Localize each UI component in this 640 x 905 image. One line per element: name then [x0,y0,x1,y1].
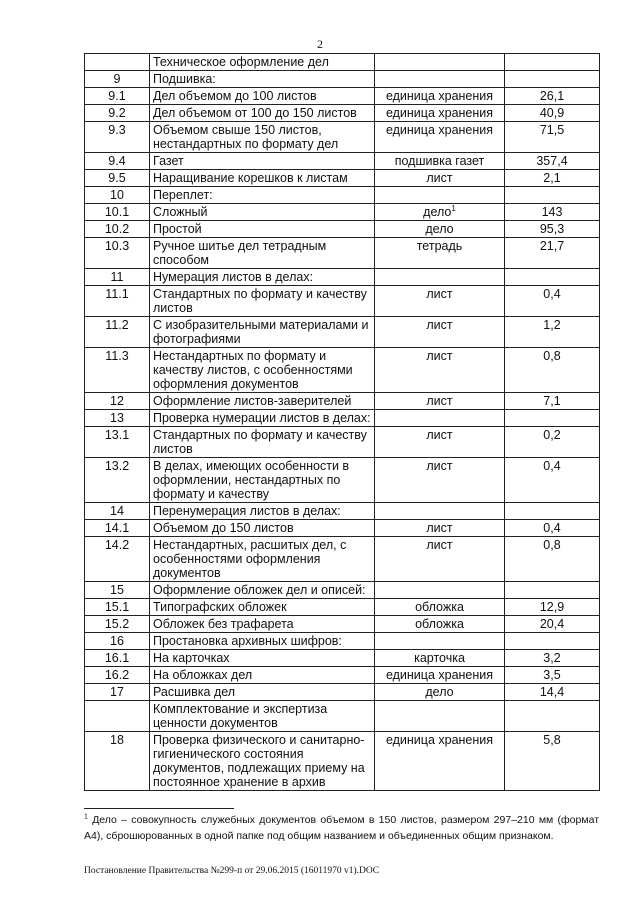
row-unit-cell [375,667,505,684]
row-value-cell-text: 0,8 [543,349,561,363]
row-name-cell [150,54,375,71]
row-value-cell [505,187,600,204]
row-value-cell [505,667,600,684]
row-value-cell [505,503,600,520]
table-row [85,582,600,599]
row-value-cell-text: 0,4 [543,521,561,535]
table-row [85,458,600,503]
table-row [85,122,600,153]
row-number-cell [85,317,150,348]
row-name-cell-text: С изобразительными материалами и фотографиями [153,318,369,346]
table-row [85,633,600,650]
row-unit-cell [375,582,505,599]
row-unit-cell [375,238,505,269]
row-name-cell [150,238,375,269]
row-name-cell-text: Оформление обложек дел и описей: [153,583,366,597]
row-value-cell [505,684,600,701]
row-number-cell [85,204,150,221]
row-number-cell-text: 10.3 [104,239,130,253]
row-name-cell-text: Переплет: [153,188,213,202]
row-number-cell-text: 9.4 [108,154,126,168]
row-number-cell-text: 10.2 [104,222,130,236]
row-unit-cell-text: обложка [415,617,464,631]
row-name-cell [150,667,375,684]
row-name-cell [150,458,375,503]
row-number-cell-text: 13 [110,411,124,425]
row-unit-cell-text: лист [426,538,453,552]
row-name-cell-text: Стандартных по формату и качеству листов [153,428,367,456]
row-number-cell [85,348,150,393]
row-number-cell [85,221,150,238]
row-number-cell [85,153,150,170]
row-name-cell-text: Перенумерация листов в делах: [153,504,341,518]
row-name-cell [150,187,375,204]
table-row [85,503,600,520]
footnote-reference: 1 [451,203,456,213]
row-name-cell [150,393,375,410]
row-name-cell [150,732,375,791]
row-name-cell [150,317,375,348]
row-unit-cell-text: карточка [414,651,465,665]
row-value-cell [505,269,600,286]
table-row [85,348,600,393]
row-unit-cell [375,684,505,701]
row-value-cell [505,54,600,71]
table-row [85,54,600,71]
row-value-cell [505,633,600,650]
row-number-cell-text: 10.1 [104,205,130,219]
row-unit-cell-text: единица хранения [385,668,494,682]
row-name-cell [150,503,375,520]
row-number-cell-text: 14 [110,504,124,518]
row-name-cell-text: Простановка архивных шифров: [153,634,342,648]
row-value-cell [505,71,600,88]
row-name-cell-text: Сложный [153,205,208,219]
row-value-cell-text: 0,4 [543,459,561,473]
row-name-cell-text: На карточках [153,651,230,665]
row-name-cell-text: Проверка физического и санитарно-гигиенического состояния документов, подлежащих приему на постоянное хранение в архив [153,733,365,789]
table-row [85,286,600,317]
row-unit-cell-text: лист [426,349,453,363]
row-unit-cell-text: тетрадь [416,239,463,253]
row-value-cell-text: 5,8 [543,733,561,747]
row-name-cell-text: Нумерация листов в делах: [153,270,314,284]
row-value-cell [505,701,600,732]
row-number-cell-text: 14.2 [104,538,130,552]
row-name-cell-text: Объемом до 150 листов [153,521,294,535]
row-unit-cell [375,54,505,71]
row-unit-cell [375,187,505,204]
row-value-cell [505,105,600,122]
table-row [85,701,600,732]
row-value-cell-text: 357,4 [536,154,568,168]
row-unit-cell [375,458,505,503]
row-name-cell-text: Газет [153,154,184,168]
row-number-cell-text: 9.3 [108,123,126,137]
table-row [85,427,600,458]
row-value-cell-text: 71,5 [539,123,565,137]
row-name-cell-text: Расшивка дел [153,685,236,699]
row-unit-cell-text: лист [426,521,453,535]
row-name-cell [150,286,375,317]
row-value-cell-text: 26,1 [539,89,565,103]
row-value-cell-text: 3,5 [543,668,561,682]
row-unit-cell-text: лист [426,428,453,442]
row-name-cell [150,105,375,122]
row-number-cell [85,71,150,88]
row-number-cell-text: 9.1 [108,89,126,103]
row-value-cell-text: 143 [541,205,563,219]
table-row [85,105,600,122]
row-number-cell-text: 11 [110,270,124,284]
row-unit-cell [375,393,505,410]
row-unit-cell-text: обложка [415,600,464,614]
row-name-cell [150,537,375,582]
row-unit-cell-text: дело [423,205,452,219]
row-name-cell-text: На обложках дел [153,668,253,682]
row-number-cell-text: 13.2 [104,459,130,473]
row-number-cell [85,286,150,317]
row-number-cell [85,650,150,667]
row-unit-cell-text: лист [426,287,453,301]
row-name-cell [150,650,375,667]
row-number-cell [85,732,150,791]
footnote-text: Дело – совокупность служебных документов объемом в 150 листов, размером 297–210 мм (формат А4), сброшюрованных в одной папке под общим названием и объединенных общим признаком. [84,814,599,842]
row-value-cell-text: 1,2 [543,318,561,332]
row-value-cell [505,153,600,170]
page-number: 2 [317,37,323,51]
row-number-cell [85,54,150,71]
row-unit-cell [375,537,505,582]
table-row [85,317,600,348]
row-value-cell [505,458,600,503]
row-value-cell [505,88,600,105]
row-value-cell-text: 95,3 [539,222,565,236]
row-name-cell-text: Проверка нумерации листов в делах: [153,411,371,425]
row-name-cell [150,71,375,88]
row-unit-cell [375,122,505,153]
row-name-cell-text: Типографских обложек [153,600,287,614]
row-name-cell [150,684,375,701]
row-name-cell-text: Дел объемом до 100 листов [153,89,317,103]
row-number-cell-text: 16.2 [104,668,130,682]
row-unit-cell [375,427,505,458]
row-unit-cell [375,633,505,650]
row-unit-cell [375,616,505,633]
row-value-cell-text: 20,4 [539,617,565,631]
table-row [85,667,600,684]
row-number-cell-text: 13.1 [104,428,130,442]
table-row [85,204,600,221]
row-unit-cell-text: дело [425,222,454,236]
row-name-cell-text: Объемом свыше 150 листов, нестандартных по формату дел [153,123,339,151]
row-value-cell [505,170,600,187]
row-value-cell-text: 2,1 [543,171,561,185]
table-row [85,684,600,701]
row-value-cell-text: 0,2 [543,428,561,442]
tariff-table [84,53,600,791]
row-number-cell [85,633,150,650]
row-value-cell-text: 0,4 [543,287,561,301]
row-name-cell [150,633,375,650]
row-number-cell [85,122,150,153]
row-value-cell [505,393,600,410]
row-number-cell [85,616,150,633]
row-unit-cell [375,348,505,393]
row-number-cell [85,170,150,187]
row-value-cell-text: 7,1 [543,394,561,408]
row-unit-cell [375,269,505,286]
row-unit-cell [375,503,505,520]
row-value-cell [505,427,600,458]
row-unit-cell-text: лист [426,171,453,185]
row-name-cell [150,269,375,286]
row-number-cell-text: 11.1 [105,287,129,301]
row-unit-cell-text: лист [426,394,453,408]
row-name-cell [150,520,375,537]
row-name-cell-text: Подшивка: [153,72,216,86]
row-value-cell [505,238,600,269]
row-number-cell [85,684,150,701]
table-row [85,650,600,667]
row-name-cell [150,427,375,458]
row-unit-cell [375,599,505,616]
row-number-cell [85,410,150,427]
row-name-cell [150,122,375,153]
row-number-cell [85,393,150,410]
row-number-cell [85,269,150,286]
row-value-cell-text: 3,2 [543,651,561,665]
row-value-cell [505,599,600,616]
row-name-cell-text: Обложек без трафарета [153,617,294,631]
table-row [85,187,600,204]
row-unit-cell [375,650,505,667]
row-unit-cell-text: дело [425,685,454,699]
row-value-cell [505,286,600,317]
row-name-cell [150,204,375,221]
row-unit-cell [375,221,505,238]
row-name-cell [150,701,375,732]
table-row [85,71,600,88]
row-number-cell-text: 15.2 [104,617,130,631]
row-unit-cell [375,410,505,427]
row-name-cell-text: Комплектование и экспертиза ценности документов [153,702,328,730]
row-number-cell [85,667,150,684]
row-name-cell-text: В делах, имеющих особенности в оформлении, нестандартных по формату и качеству [153,459,350,501]
row-unit-cell [375,71,505,88]
table-row [85,393,600,410]
table-row [85,616,600,633]
row-value-cell [505,348,600,393]
row-name-cell [150,582,375,599]
table-row [85,732,600,791]
row-value-cell [505,616,600,633]
row-value-cell [505,537,600,582]
row-number-cell [85,88,150,105]
footnote-marker: 1 [84,813,88,821]
row-name-cell [150,170,375,187]
row-value-cell [505,410,600,427]
row-unit-cell-text: лист [426,459,453,473]
row-name-cell [150,88,375,105]
document-footer: Постановление Правительства №299-п от 29.06.2015 (16011970 v1).DOC [84,866,380,876]
row-value-cell-text: 14,4 [539,685,565,699]
row-name-cell-text: Оформление листов-заверителей [153,394,352,408]
row-value-cell [505,520,600,537]
row-name-cell-text: Техническое оформление дел [153,55,329,69]
row-number-cell-text: 14.1 [104,521,130,535]
table-row [85,238,600,269]
row-name-cell-text: Дел объемом от 100 до 150 листов [153,106,357,120]
table-row [85,88,600,105]
row-name-cell-text: Наращивание корешков к листам [153,171,348,185]
row-value-cell [505,221,600,238]
row-number-cell-text: 15 [110,583,124,597]
row-unit-cell [375,88,505,105]
row-number-cell-text: 16.1 [104,651,130,665]
row-unit-cell-text: единица хранения [385,89,494,103]
row-value-cell [505,650,600,667]
footnote-divider [84,808,234,809]
row-value-cell [505,122,600,153]
row-value-cell-text: 0,8 [543,538,561,552]
row-unit-cell-text: лист [426,318,453,332]
row-number-cell-text: 12 [110,394,124,408]
row-number-cell [85,537,150,582]
table-row [85,520,600,537]
row-name-cell [150,616,375,633]
table-row [85,537,600,582]
row-name-cell-text: Простой [153,222,202,236]
row-unit-cell-text: подшивка газет [394,154,485,168]
table-row [85,170,600,187]
row-unit-cell [375,317,505,348]
row-number-cell-text: 11.3 [105,349,129,363]
row-number-cell-text: 9.5 [108,171,126,185]
row-number-cell [85,503,150,520]
row-unit-cell [375,153,505,170]
row-name-cell [150,348,375,393]
row-value-cell-text: 40,9 [539,106,565,120]
row-unit-cell [375,105,505,122]
row-unit-cell [375,732,505,791]
row-value-cell [505,204,600,221]
row-unit-cell [375,286,505,317]
table-body [85,54,600,791]
row-name-cell [150,221,375,238]
table-row [85,221,600,238]
row-unit-cell [375,170,505,187]
row-number-cell-text: 11.2 [105,318,129,332]
table-row [85,153,600,170]
row-name-cell-text: Стандартных по формату и качеству листов [153,287,367,315]
row-value-cell [505,317,600,348]
row-name-cell [150,153,375,170]
row-number-cell-text: 17 [110,685,124,699]
row-number-cell [85,238,150,269]
row-number-cell-text: 16 [110,634,124,648]
row-number-cell [85,701,150,732]
row-number-cell-text: 9.2 [108,106,126,120]
row-number-cell-text: 9 [113,72,121,86]
row-value-cell-text: 21,7 [539,239,565,253]
footnote [84,812,599,844]
row-unit-cell-text: единица хранения [385,733,494,747]
row-number-cell [85,105,150,122]
row-number-cell-text: 15.1 [104,600,130,614]
row-unit-cell-text: единица хранения [385,123,494,137]
row-number-cell [85,520,150,537]
row-name-cell [150,599,375,616]
table-row [85,269,600,286]
row-number-cell [85,458,150,503]
row-value-cell-text: 12,9 [539,600,565,614]
row-value-cell [505,582,600,599]
row-unit-cell [375,701,505,732]
row-number-cell-text: 10 [110,188,124,202]
row-name-cell-text: Нестандартных по формату и качеству листов, с особенностями оформления документов [153,349,353,391]
row-number-cell-text: 18 [110,733,124,747]
row-number-cell [85,427,150,458]
row-name-cell-text: Нестандартных, расшитых дел, с особенностями оформления документов [153,538,347,580]
row-number-cell [85,582,150,599]
table-row [85,410,600,427]
row-number-cell [85,187,150,204]
row-unit-cell [375,520,505,537]
row-unit-cell-text: единица хранения [385,106,494,120]
row-name-cell [150,410,375,427]
row-number-cell [85,599,150,616]
row-unit-cell [375,204,505,221]
row-value-cell [505,732,600,791]
row-name-cell-text: Ручное шитье дел тетрадным способом [153,239,327,267]
table-row [85,599,600,616]
